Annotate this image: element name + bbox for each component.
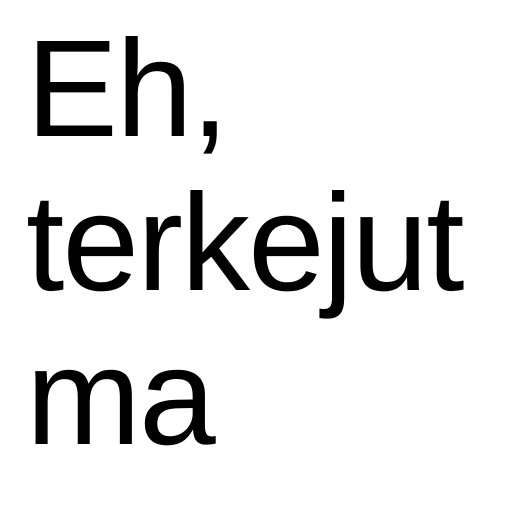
caption-line-3: ma: [26, 320, 214, 474]
caption-line-1: Eh,: [26, 12, 228, 166]
caption-text: [26, 12, 463, 474]
caption-line-2: terkejut: [26, 166, 463, 320]
